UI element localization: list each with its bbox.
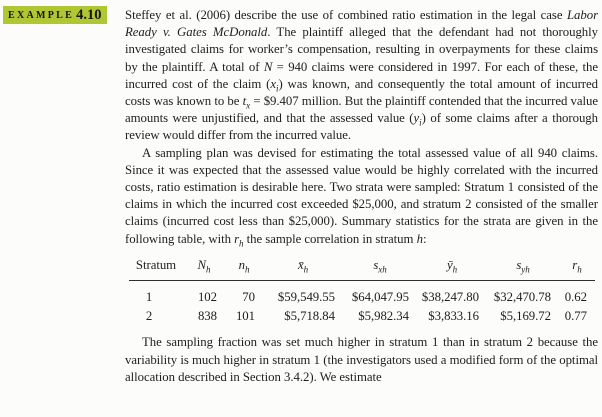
text-run: The sampling fraction was set much higher in stratum 1 than in stratum 2 because the variability is much higher in stratum 1 (the investigators used a modified form of the optimal allocation described in Section 3.4.2). We estimate <box>125 335 598 384</box>
text-run: = 940 claims were considered in 1997. For each of these, the incurred cost of the claim ( <box>125 59 598 91</box>
table-cell: 2 <box>145 309 153 324</box>
table-cell: 70 <box>242 290 255 305</box>
table-header-row <box>129 256 595 281</box>
col-header-rh: $r_h$ <box>559 256 595 281</box>
table-cell: 0.77 <box>564 309 587 324</box>
text-run: ) of some claims after a thorough review would differ from the incurred value. <box>125 111 598 143</box>
table-cell: 1 <box>145 290 153 305</box>
col-header-stratum: Stratum <box>129 256 183 281</box>
col-header-nh: $n_h$ <box>225 256 263 281</box>
table-cell: $3,833.16 <box>428 309 479 324</box>
text-run: = $9.407 million. But the plaintiff contended that the incurred value amounts were unjustified, and that the assessed value ( <box>125 94 599 126</box>
table-cell: $32,470.78 <box>493 290 551 305</box>
table-cell: 102 <box>197 290 217 305</box>
col-header-syh: $s_{yh}$ <box>487 256 559 281</box>
body-text <box>125 7 598 386</box>
math-var-x: x <box>270 76 277 91</box>
text-run: the sample correlation in stratum <box>243 231 417 246</box>
example-badge <box>3 6 107 24</box>
table-cell: $38,247.80 <box>421 290 479 305</box>
table-cell: 101 <box>235 309 255 324</box>
table-row-stratum-1 <box>129 281 595 308</box>
math-var-y: y <box>413 111 420 126</box>
example-label: EXAMPLE <box>8 9 75 21</box>
text-run: : <box>422 231 427 246</box>
math-sub-i: i <box>276 83 279 94</box>
table-cell: 838 <box>197 309 217 324</box>
col-header-ybar-h: $ȳ_h$ <box>417 256 487 281</box>
table-cell: 0.62 <box>564 290 587 305</box>
table-cell: $5,718.84 <box>284 309 335 324</box>
col-header-xbar-h: $x̄_h$ <box>263 256 343 281</box>
table-row-stratum-2 <box>129 307 595 326</box>
case-name: Labor Ready v. Gates McDonald <box>125 8 598 40</box>
text-run: . The plaintiff alleged that the defendant had not thoroughly investigated claims for worker’s compensation, resulting in overpayments for these claims by the plaintiff. A total of <box>125 25 598 74</box>
math-var-t: t <box>242 94 247 109</box>
text-run: A sampling plan was devised for estimating the total assessed value of all 940 claims. Since it was expected that the assessed value would be highly correlated with the incurred costs, ratio estimation is desirable here. Two strata were sampled: Stratum 1 consisted of the claims in which the incurred cost exceeded $25,000, and stratum 2 consisted of the smaller claims (incurred cost less than $25,000). Summary statistics for the strata are given in the following table, with <box>125 145 598 246</box>
text-run: Steffey et al. (2006) describe the use of combined ratio estimation in the legal case <box>125 8 567 22</box>
table-cell: $5,982.34 <box>358 309 409 324</box>
math-sub-i: i <box>419 117 422 128</box>
example-number: 4.10 <box>76 6 102 23</box>
math-var-N: N <box>263 59 273 74</box>
paragraph-estimate <box>125 334 598 386</box>
table-cell: $64,047.95 <box>351 290 409 305</box>
table-cell: $5,169.72 <box>500 309 551 324</box>
math-sub-x: x <box>246 100 251 111</box>
math-var-r: r <box>234 231 240 246</box>
paragraph-intro <box>125 7 598 145</box>
math-sub-h: h <box>239 238 244 249</box>
paragraph-sampling-plan <box>125 145 598 248</box>
col-header-sxh: $s_{xh}$ <box>343 256 417 281</box>
summary-statistics-table <box>129 256 595 327</box>
text-run: ) was known, and consequently the total amount of incurred costs was known to be <box>125 76 598 109</box>
col-header-Nh: $N_h$ <box>183 256 225 281</box>
table-cell: $59,549.55 <box>277 290 335 305</box>
math-var-h: h <box>416 231 423 246</box>
